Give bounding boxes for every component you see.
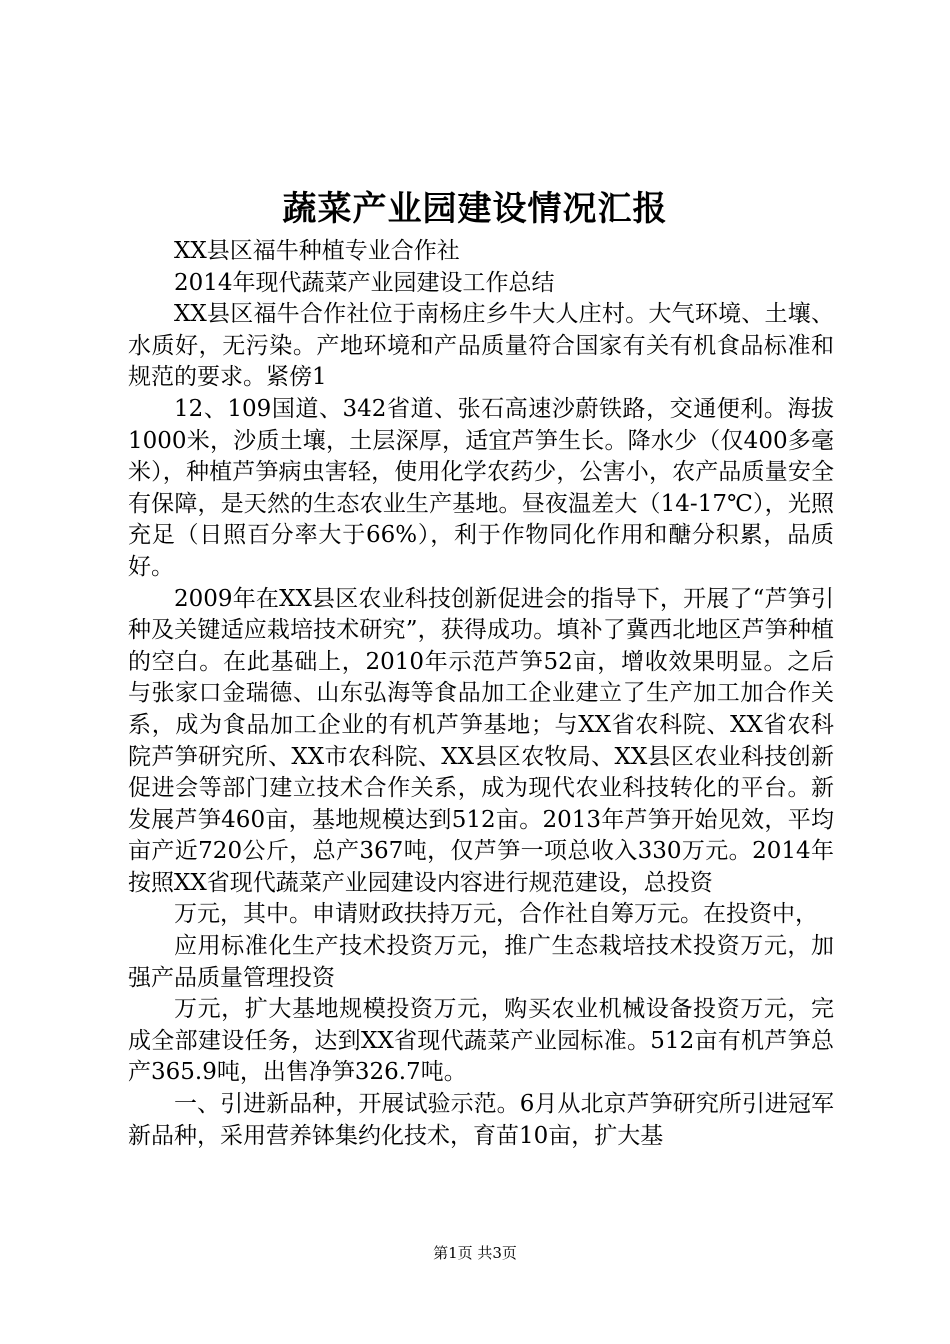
- paragraph-investment: 万元，其中。申请财政扶持万元，合作社自筹万元。在投资中，: [174, 901, 818, 928]
- paragraph-location: XX县区福牛合作社位于南杨庄乡牛大人庄村。大气环境、土壤、水质好，无污染。产地环境和产品质量符合国家有关有机食品标准和规范的要求。紧傍1: [128, 301, 834, 391]
- paragraph-section-one: 一、引进新品种，开展试验示范。6月从北京芦笋研究所引进冠军新品种，采用营养钵集约化技术，育苗10亩，扩大基: [128, 1091, 834, 1149]
- paragraph-org-name: XX县区福牛种植专业合作社: [174, 238, 460, 264]
- paragraph-report-subtitle: 2014年现代蔬菜产业园建设工作总结: [174, 269, 555, 296]
- paragraph-investment-results: 万元，扩大基地规模投资万元，购买农业机械设备投资万元，完成全部建设任务，达到XX省现代蔬菜产业园标准。512亩有机芦笋总产365.9吨，出售净笋326.7吨。: [128, 996, 834, 1086]
- page-footer: 第1页 共3页: [433, 1244, 517, 1262]
- paragraph-history: 2009年在XX县区农业科技创新促进会的指导下，开展了“芦笋引种及关键适应栽培技术研究”，获得成功。填补了冀西北地区芦笋种植的空白。在此基础上，2010年示范芦笋52亩，增收效果明显。之后与张家口金瑞德、山东弘海等食品加工企业建立了生产加工加合作关系，成为食品加工企业的有机芦笋基地；与XX省农科院、XX省农科院芦笋研究所、XX市农科院、XX县区农牧局、XX县区农业科技创新促进会等部门建立技术合作关系，成为现代农业科技转化的平台。新发展芦笋460亩，基地规模达到512亩。2013年芦笋开始见效，平均亩产近720公斤，总产367吨，仅芦笋一项总收入330万元。2014年按照XX省现代蔬菜产业园建设内容进行规范建设，总投资: [128, 585, 834, 896]
- paragraph-investment-standards: 应用标准化生产技术投资万元，推广生态栽培技术投资万元，加强产品质量管理投资: [128, 933, 834, 991]
- document-title: 蔬菜产业园建设情况汇报: [282, 189, 668, 229]
- paragraph-conditions: 12、109国道、342省道、张石高速沙蔚铁路，交通便利。海拔1000米，沙质土壤，土层深厚，适宜芦笋生长。降水少（仅400多毫米），种植芦笋病虫害轻，使用化学农药少，公害小，农产品质量安全有保障，是天然的生态农业生产基地。昼夜温差大（14-17℃），光照充足（日照百分率大于66%），利于作物同化作用和醣分积累，品质好。: [128, 395, 834, 580]
- document-body: [128, 236, 834, 1152]
